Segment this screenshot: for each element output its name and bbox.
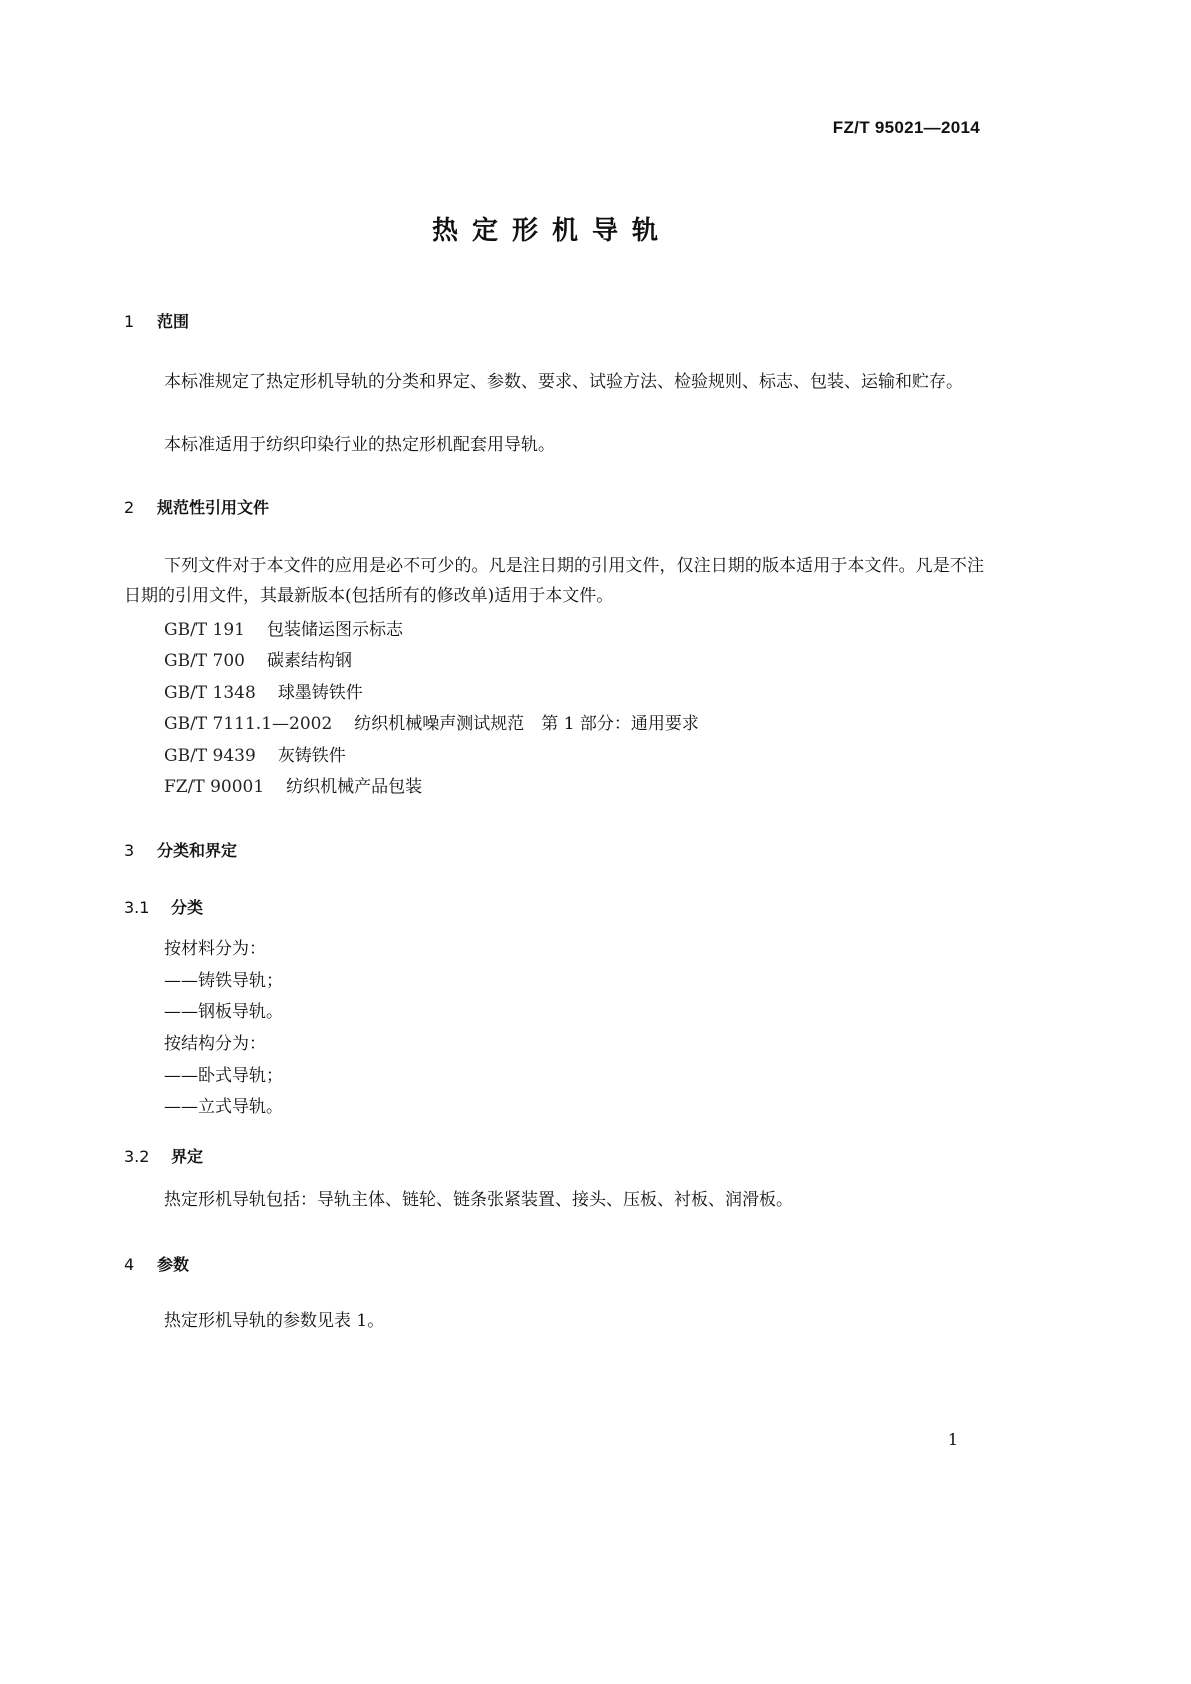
section-number: 2 <box>124 498 135 517</box>
classification-item: ——卧式导轨； <box>164 1066 283 1086</box>
reference-code: GB/T 1348 <box>164 683 256 703</box>
section-2-intro: 下列文件对于本文件的应用是必不可少的。凡是注日期的引用文件，仅注日期的版本适用于本文件。凡是不注日期的引用文件，其最新版本(包括所有的修改单)适用于本文件。 <box>124 556 984 606</box>
section-3-2-heading <box>124 1144 203 1167</box>
section-1-paragraph-1: 本标准规定了热定形机导轨的分类和界定、参数、要求、试验方法、检验规则、标志、包装、运输和贮存。 <box>164 372 963 392</box>
section-title: 分类和界定 <box>157 841 238 860</box>
section-number: 3.2 <box>124 1147 150 1166</box>
classification-item: ——钢板导轨。 <box>164 1002 283 1022</box>
section-3-1-heading <box>124 895 203 918</box>
section-1-paragraph-2: 本标准适用于纺织印染行业的热定形机配套用导轨。 <box>164 435 555 455</box>
section-2-heading <box>124 495 269 518</box>
section-number: 4 <box>124 1255 135 1274</box>
reference-title: 球墨铸铁件 <box>277 683 363 703</box>
reference-item <box>164 650 352 672</box>
section-title: 分类 <box>171 898 204 917</box>
reference-item <box>164 713 699 735</box>
page-number: 1 <box>947 1430 958 1449</box>
section-1-heading <box>124 309 189 332</box>
classification-item: ——立式导轨。 <box>164 1097 283 1117</box>
classification-line: 按材料分为： <box>164 939 266 959</box>
reference-item <box>164 776 422 798</box>
reference-title: 纺织机械产品包装 <box>286 777 423 797</box>
classification-line: 按结构分为： <box>164 1034 266 1054</box>
reference-title: 灰铸铁件 <box>277 746 346 766</box>
reference-code: GB/T 700 <box>164 651 245 671</box>
section-4-heading <box>124 1252 189 1275</box>
reference-title: 纺织机械噪声测试规范 第 1 部分：通用要求 <box>354 714 699 734</box>
reference-code: GB/T 9439 <box>164 746 256 766</box>
classification-item: ——铸铁导轨； <box>164 971 283 991</box>
reference-code: FZ/T 90001 <box>164 777 265 797</box>
reference-item <box>164 682 363 704</box>
section-number: 3 <box>124 841 135 860</box>
parameters-text: 热定形机导轨的参数见表 1。 <box>164 1311 385 1331</box>
document-title: 热定形机导轨 <box>431 216 672 246</box>
section-title: 规范性引用文件 <box>157 498 270 517</box>
reference-title: 包装储运图示标志 <box>267 620 403 640</box>
reference-code: GB/T 7111.1—2002 <box>164 714 333 734</box>
reference-item <box>164 619 403 641</box>
reference-item <box>164 745 346 767</box>
section-title: 界定 <box>171 1147 204 1166</box>
definition-text: 热定形机导轨包括：导轨主体、链轮、链条张紧装置、接头、压板、衬板、润滑板。 <box>164 1190 793 1210</box>
section-number: 1 <box>124 312 135 331</box>
section-title: 参数 <box>157 1255 190 1274</box>
section-title: 范围 <box>157 312 190 331</box>
standard-code: FZ/T 95021—2014 <box>832 118 980 137</box>
reference-title: 碳素结构钢 <box>267 651 352 671</box>
reference-code: GB/T 191 <box>164 620 245 640</box>
section-3-heading <box>124 838 237 861</box>
section-number: 3.1 <box>124 898 150 917</box>
